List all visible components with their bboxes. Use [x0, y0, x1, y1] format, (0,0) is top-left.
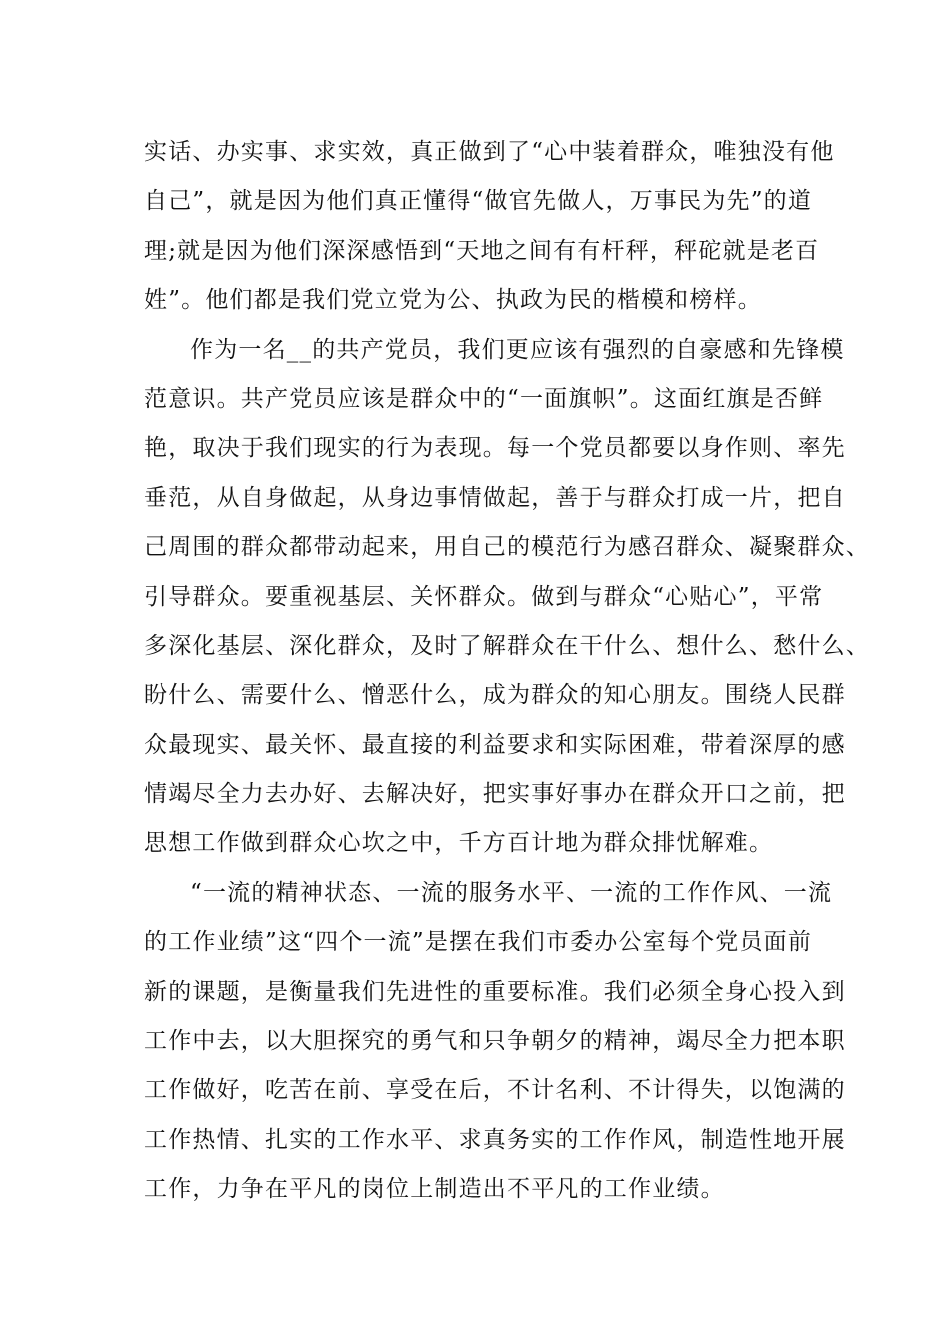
text-line: 己周围的群众都带动起来，用自己的模范行为感召群众、凝聚群众、	[144, 534, 870, 561]
text-line: 姓”。他们都是我们党立党为公、执政为民的楷模和榜样。	[144, 287, 762, 314]
document-body	[144, 128, 870, 1215]
text-line: 理;就是因为他们深深感悟到“天地之间有有杆秤，秤砣就是老百	[144, 237, 820, 264]
text-line: 引导群众。要重视基层、关怀群众。做到与群众“心贴心”，平常	[144, 583, 824, 610]
text-line: “一流的精神状态、一流的服务水平、一流的工作作风、一流	[190, 879, 833, 906]
text-line: 自己”，就是因为他们真正懂得“做官先做人，万事民为先”的道	[144, 188, 813, 215]
text-line: 工作做好，吃苦在前、享受在后，不计名利、不计得失，以饱满的	[144, 1077, 846, 1104]
text-line: 范意识。共产党员应该是群众中的“一面旗帜”。这面红旗是否鲜	[144, 385, 824, 412]
text-line: 作为一名__的共产党员，我们更应该有强烈的自豪感和先锋模	[190, 336, 845, 363]
text-line: 思想工作做到群众心坎之中，千方百计地为群众排忧解难。	[144, 830, 774, 857]
text-line: 盼什么、需要什么、憎恶什么，成为群众的知心朋友。围绕人民群	[144, 682, 846, 709]
text-line: 工作热情、扎实的工作水平、求真务实的工作作风，制造性地开展	[144, 1126, 846, 1153]
text-line: 新的课题，是衡量我们先进性的重要标准。我们必须全身心投入到	[144, 978, 846, 1005]
text-line: 工作中去，以大胆探究的勇气和只争朝夕的精神，竭尽全力把本职	[144, 1028, 846, 1055]
text-line: 工作，力争在平凡的岗位上制造出不平凡的工作业绩。	[144, 1176, 725, 1203]
text-line: 垂范，从自身做起，从身边事情做起，善于与群众打成一片，把自	[144, 484, 846, 511]
text-line: 艳，取决于我们现实的行为表现。每一个党员都要以身作则、率先	[144, 435, 846, 462]
text-line: 众最现实、最关怀、最直接的利益要求和实际困难，带着深厚的感	[144, 731, 846, 758]
text-line: 情竭尽全力去办好、去解决好，把实事好事办在群众开口之前，把	[144, 781, 846, 808]
text-line: 的工作业绩”这“四个一流”是摆在我们市委办公室每个党员面前	[144, 929, 813, 956]
text-line: 实话、办实事、求实效，真正做到了“心中装着群众，唯独没有他	[144, 139, 835, 165]
text-line: 多深化基层、深化群众，及时了解群众在干什么、想什么、愁什么、	[144, 632, 870, 659]
